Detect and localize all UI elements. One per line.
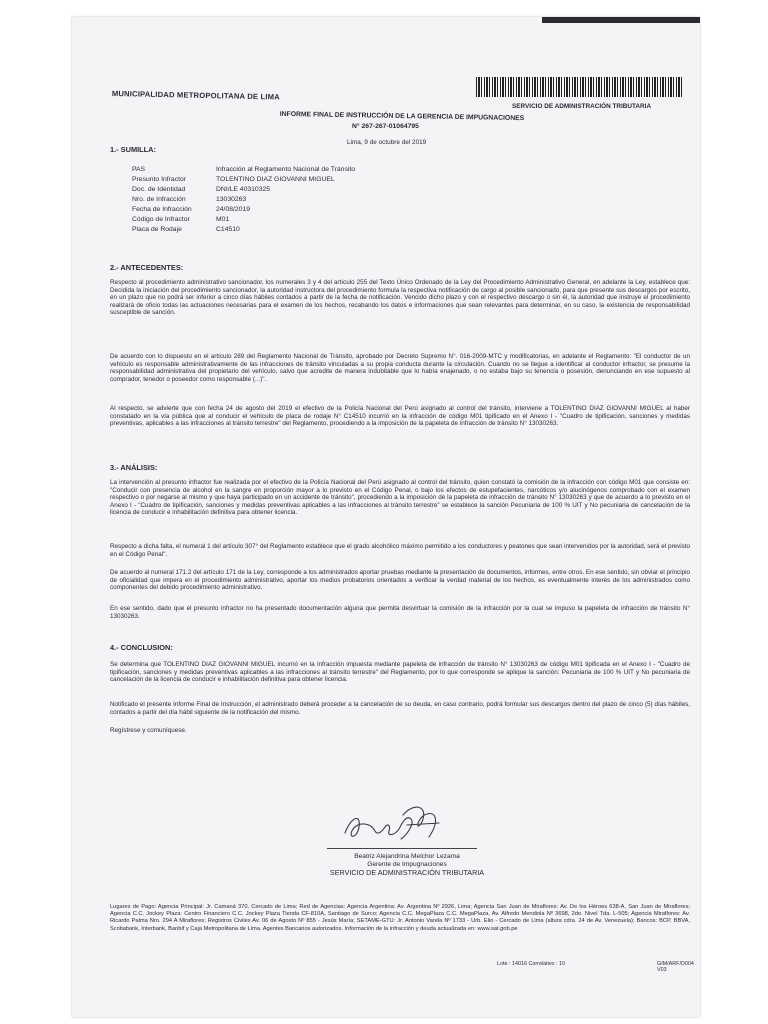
antecedentes-paragraph: De acuerdo con lo dispuesto en el artículo 289 del Reglamento Nacional de Tránsito, aprobado por Decreto Supremo N°. 016-2009-MTC y modificatorias, en adelante el Reglamento: "El conductor de un vehículo es responsable administrativamente de las infracciones de tránsito vinculadas a su propia conducta durante la circulación. Cuando no se llegue a identificar al conductor infractor, se presume la responsabilidad administrativa del propietario del vehículo, salvo que acredite de manera indubitable que lo había enajenado, o no estaba bajo su tenencia o posesión, denunciando en ese supuesto al comprador, tenedor o poseedor como responsable (...)". xyxy=(110,353,690,383)
signer-role: Gerente de Impugnaciones xyxy=(367,861,447,868)
analisis-paragraph: La intervención al presunto infractor fue realizada por el efectivo de la Policía Nacional del Perú asignado al control del tránsito, quien constató la comisión de la infracción con código M01 que consiste en: "Conducir con presencia de alcohol en la sangre en proporción mayor a lo previsto en el Código Penal, o bajo los efectos de estupefacientes, narcóticos y/o alucinógenos comprobado con el examen respectivo o por negarse al mismo y que haya participado en un accidente de tránsito", procediendo a la imposición de la papeleta de infracción de tránsito N° 13030263 y que de acuerdo a lo previsto en el Anexo I - "Cuadro de tipificación, sanciones y medidas preventivas aplicables a las infracciones al tránsito terrestre" se establece la sanción Pecuniaria de 100 % UIT y No pecuniaria de cancelación de la licencia de conducir e inhabilitación definitiva para obtener licencia. xyxy=(110,479,690,517)
sumilla-value: Infracción al Reglamento Nacional de Tránsito xyxy=(216,166,356,173)
service-name: SERVICIO DE ADMINISTRACIÓN TRIBUTARIA xyxy=(512,103,652,110)
sumilla-value: 24/08/2019 xyxy=(216,206,251,213)
section-heading-antecedentes: 2.- ANTECEDENTES: xyxy=(110,263,184,272)
report-title: INFORME FINAL DE INSTRUCCIÓN DE LA GERENCIA DE IMPUGNACIONES xyxy=(279,110,525,123)
sumilla-value: 13030263 xyxy=(216,196,247,203)
conclusion-paragraph: Regístrese y comuníquese. xyxy=(110,727,187,734)
sumilla-label: Nro. de Infracción xyxy=(132,196,186,203)
sumilla-value: M01 xyxy=(216,216,230,223)
conclusion-paragraph: Se determina que TOLENTINO DIAZ GIOVANNI MIGUEL incurrió en la infracción impuesta mediante papeleta de infracción de tránsito N° 13030263 de código M01 tipificada en el Anexo I - "Cuadro de tipificación, sanciones y medidas preventivas aplicables a las infracciones al tránsito terrestre" del Reglamento, por lo que corresponde se aplique la sanción: Pecuniaria de 100 % UIT y No pecuniaria de cancelación de la licencia de conducir e inhabilitación definitiva para obtener licencia. xyxy=(110,661,690,684)
municipality-name: MUNICIPALIDAD METROPOLITANA DE LIMA xyxy=(111,89,280,102)
sumilla-row xyxy=(132,225,355,235)
sumilla-row xyxy=(132,175,355,185)
batch-info: Lote : 14016 Correlativo : 10 xyxy=(497,961,566,967)
sumilla-row xyxy=(132,205,355,215)
sumilla-label: Fecha de Infracción xyxy=(132,206,192,213)
signer-organization: SERVICIO DE ADMINISTRACIÓN TRIBUTARIA xyxy=(329,868,485,877)
payment-locations-footer: Lugares de Pago: Agencia Principal: Jr. Camaná 370, Cercado de Lima; Red de Agencias: Agencia Argentina: Av. Argentina Nº 2926, Lima; Agencia San Juan de Miraflores: Av. De los Héroes 638-A, San Juan de Miraflores; Agencia C.C. Jockey Plaza: Centro Financiero C.C. Jockey Plaza Tienda CF-810A, Santiago de Surco; Agencia C.C. MegaPlaza C.C. MegaPlaza, Av. Alfredo Mendiola Nº 3698, 2do. Nivel Tda. L-505; Agencia Miraflores: Av. Ricardo Palma Nro. 294 A Miraflores; Registros Civiles Av. 06 de Agosto Nº 855 - Jesús María; SETAME-GTU: Jr. Antonio Varela Nº 1733 - Urb. Elio - Cercado de Lima (altura cdra. 24 de Av. Venezuela); Bancos: BCP, BBVA, Scotiabank, Interbank, Banbif y Caja Metropolitana de Lima. Agentes Bancarios autorizados. Información de la infracción y deuda actualizada en: www.sat.gob.pe xyxy=(110,904,690,932)
antecedentes-paragraph: Respecto al procedimiento administrativo sancionador, los numerales 3 y 4 del artículo 255 del Texto Único Ordenado de la Ley del Procedimiento Administrativo General, en adelante la Ley, establece que: Decidida la iniciación del procedimiento sancionador, la autoridad instructora del procedimiento formula la respectiva notificación de cargo al posible sancionado, para que presente sus descargos por escrito, en un plazo que no podrá ser inferior a cinco días hábiles contados a partir de la fecha de notificación. Vencido dicho plazo y con el respectivo descargo o sin él, la autoridad que instruye el procedimiento realizará de oficio todas las actuaciones necesarias para el examen de los hechos, recabando los datos e informaciones que sean relevantes para determinar, en su caso, la existencia de responsabilidad susceptible de sanción. xyxy=(110,279,690,317)
sumilla-table xyxy=(132,165,355,235)
analisis-paragraph: En ese sentido, dado que el presunto infractor no ha presentado documentación alguna que permita desvirtuar la comisión de la infracción por la cual se impuso la papeleta de infracción de tránsito N° 13030263. xyxy=(110,605,690,620)
antecedentes-paragraph: Al respecto, se advierte que con fecha 24 de agosto del 2019 el efectivo de la Policía Nacional del Perú asignado al control del tránsito, interviene a TOLENTINO DIAZ GIOVANNI MIGUEL al haber constatado en la vía pública que al conducir el vehículo de placa de rodaje N° C14510 incurrió en la infracción de código M01 tipificado en el Anexo I - "Cuadro de tipificación, sanciones y medidas preventivas, aplicables a las infracciones al tránsito terrestre" del Reglamento, procediendo a la imposición de la papeleta de infracción de tránsito N° 13030263. xyxy=(110,405,690,428)
report-number: N° 267-267-01064795 xyxy=(352,123,419,130)
analisis-paragraph: Respecto a dicha falta, el numeral 1 del artículo 307° del Reglamento establece que el grado alcohólico máximo permitido a los conductores y peatones que sean intervenidos por la autoridad, será el previsto en el Código Penal". xyxy=(110,543,690,558)
section-heading-conclusion: 4.- CONCLUSION: xyxy=(110,643,173,652)
document-page xyxy=(72,17,700,1017)
scan-edge xyxy=(542,17,700,23)
sumilla-label: Presunto Infractor xyxy=(132,176,187,183)
sumilla-label: PAS xyxy=(132,166,146,173)
document-code: GIM/ARF/D004 V03 xyxy=(657,961,694,973)
handwritten-signature xyxy=(337,795,447,847)
sumilla-label: Doc. de Identidad xyxy=(132,186,186,193)
conclusion-paragraph: Notificado el presente Informe Final de Instrucción, el administrado deberá proceder a la cancelación de su deuda, en caso contrario, podrá formular sus descargos dentro del plazo de cinco (5) días hábiles, contados a partir del día hábil siguiente de la notificación del mismo. xyxy=(110,701,690,716)
signer-block xyxy=(327,853,487,877)
section-heading-analisis: 3.- ANÁLISIS: xyxy=(110,463,158,472)
signer-name: Beatriz Alejandrina Melchor Lezama xyxy=(354,853,460,860)
section-heading-sumilla: 1.- SUMILLA: xyxy=(110,145,156,154)
place-date: Lima, 9 de octubre del 2019 xyxy=(347,139,427,146)
barcode xyxy=(476,77,684,97)
sumilla-row xyxy=(132,165,355,175)
sumilla-label: Placa de Rodaje xyxy=(132,226,182,233)
sumilla-value: DNI/LE 40310325 xyxy=(216,186,271,193)
analisis-paragraph: De acuerdo al numeral 171.2 del artículo 171 de la Ley, corresponde a los administrados aportar pruebas mediante la presentación de documentos, informes, entre otros. En ese sentido, sin obviar el principio de oficialidad que impera en el procedimiento administrativo, aportar los medios probatorios orientados a verificar la verdad material de los hechos, es eventualmente interés de los administrados como componentes del debido procedimiento administrativo. xyxy=(110,569,690,592)
sumilla-row xyxy=(132,215,355,225)
signature-line xyxy=(327,848,477,849)
sumilla-label: Código de Infractor xyxy=(132,216,190,223)
sumilla-value: TOLENTINO DIAZ GIOVANNI MIGUEL xyxy=(216,176,335,183)
sumilla-row xyxy=(132,185,355,195)
sumilla-row xyxy=(132,195,355,205)
sumilla-value: C14510 xyxy=(216,226,240,233)
